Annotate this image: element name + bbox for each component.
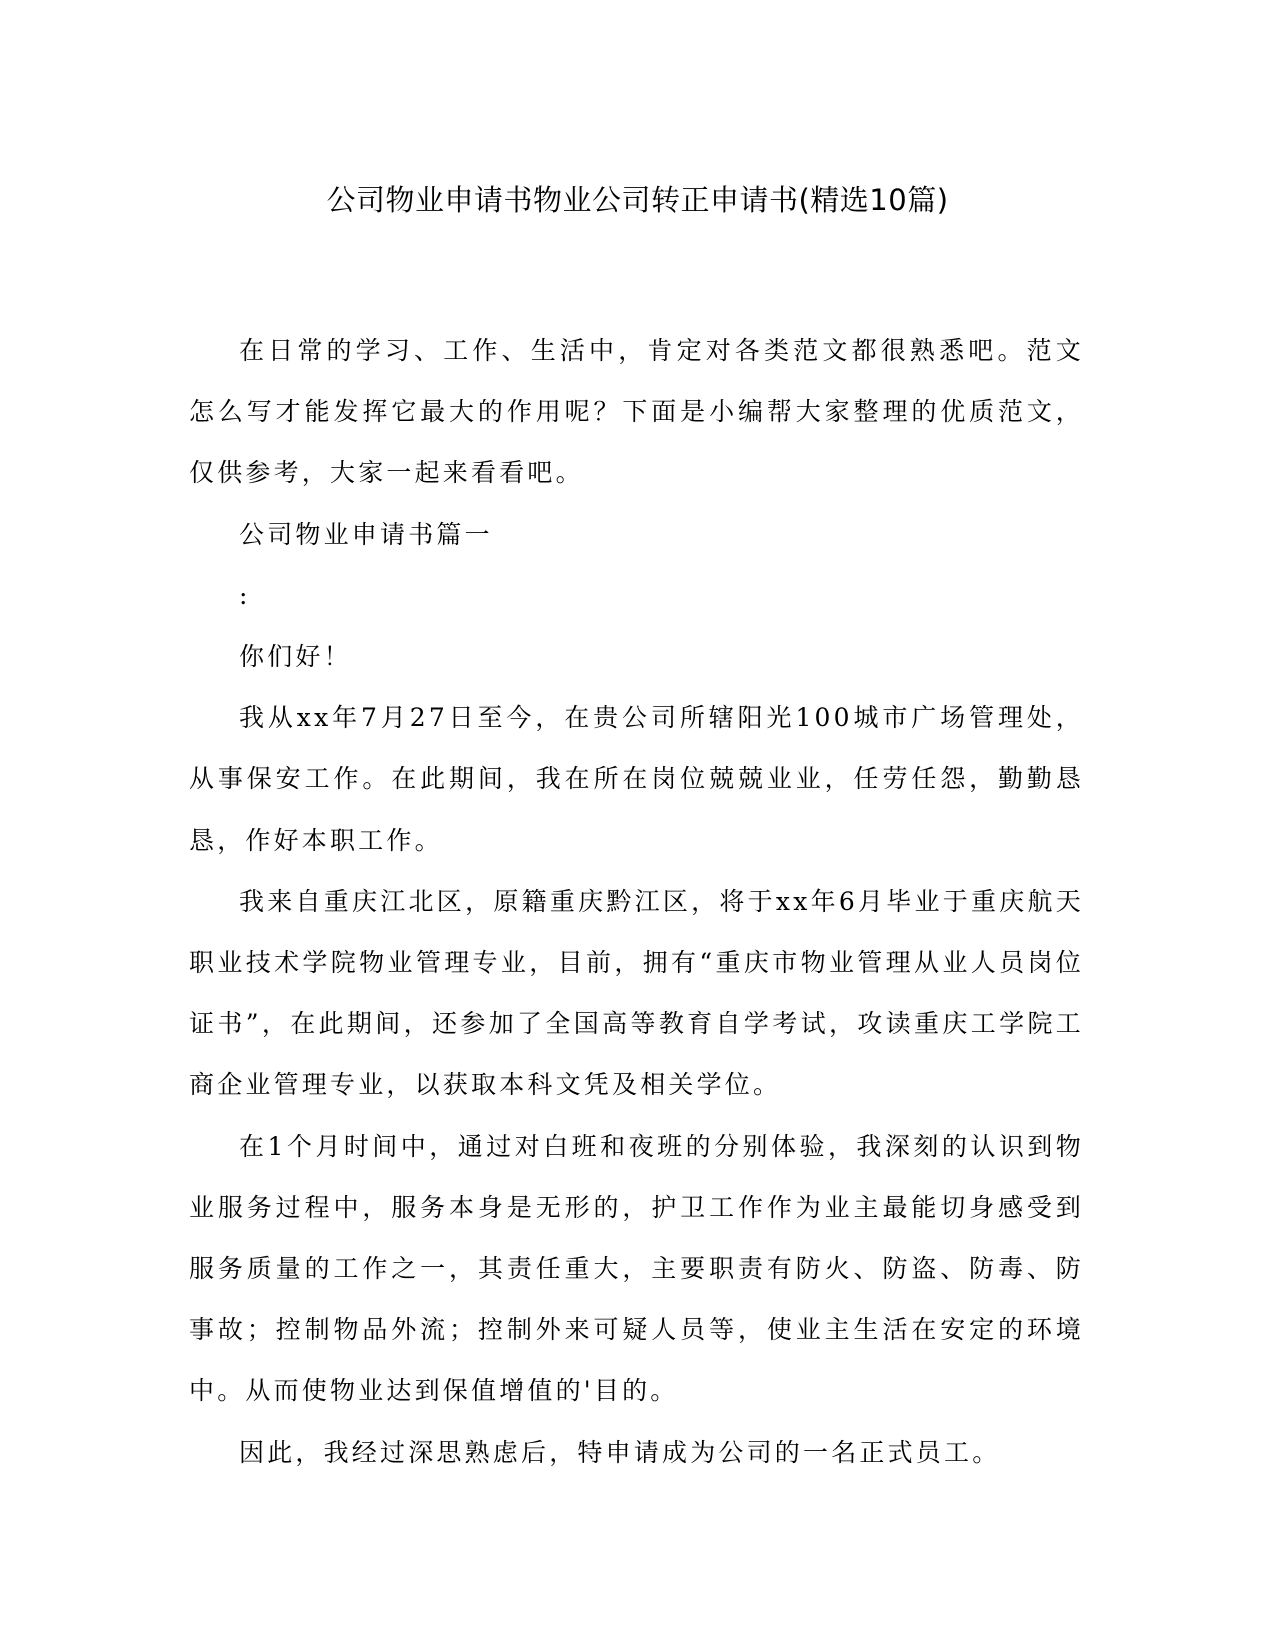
document-title: 公司物业申请书物业公司转正申请书(精选10篇) xyxy=(326,183,949,217)
salutation-colon: : xyxy=(239,580,251,610)
body-paragraph: 我从xx年7月27日至今，在贵公司所辖阳光100城市广场管理处，从事保安工作。在此期间，我在所在岗位兢兢业业，任劳任怨，勤勤恳恳，作好本职工作。 xyxy=(189,703,1084,855)
intro-paragraph: 在日常的学习、工作、生活中，肯定对各类范文都很熟悉吧。范文怎么写才能发挥它最大的作用呢？下面是小编帮大家整理的优质范文，仅供参考，大家一起来看看吧。 xyxy=(189,336,1084,488)
greeting: 你们好！ xyxy=(239,642,352,672)
document-body xyxy=(189,320,1084,1483)
body-paragraph: 在1个月时间中，通过对白班和夜班的分别体验，我深刻的认识到物业服务过程中，服务本身是无形的，护卫工作作为业主最能切身感受到服务质量的工作之一，其责任重大，主要职责有防火、防盗、防毒、防事故；控制物品外流；控制外来可疑人员等，使业主生活在安定的环境中。从而使物业达到保值增值的'目的。 xyxy=(189,1131,1084,1406)
section-heading: 公司物业申请书篇一 xyxy=(239,519,493,549)
body-paragraph: 我来自重庆江北区，原籍重庆黔江区，将于xx年6月毕业于重庆航天职业技术学院物业管理专业，目前，拥有“重庆市物业管理从业人员岗位证书”，在此期间，还参加了全国高等教育自学考试，攻读重庆工学院工商企业管理专业，以获取本科文凭及相关学位。 xyxy=(189,886,1084,1100)
body-paragraph: 因此，我经过深思熟虑后，特申请成为公司的一名正式员工。 xyxy=(239,1437,1001,1467)
